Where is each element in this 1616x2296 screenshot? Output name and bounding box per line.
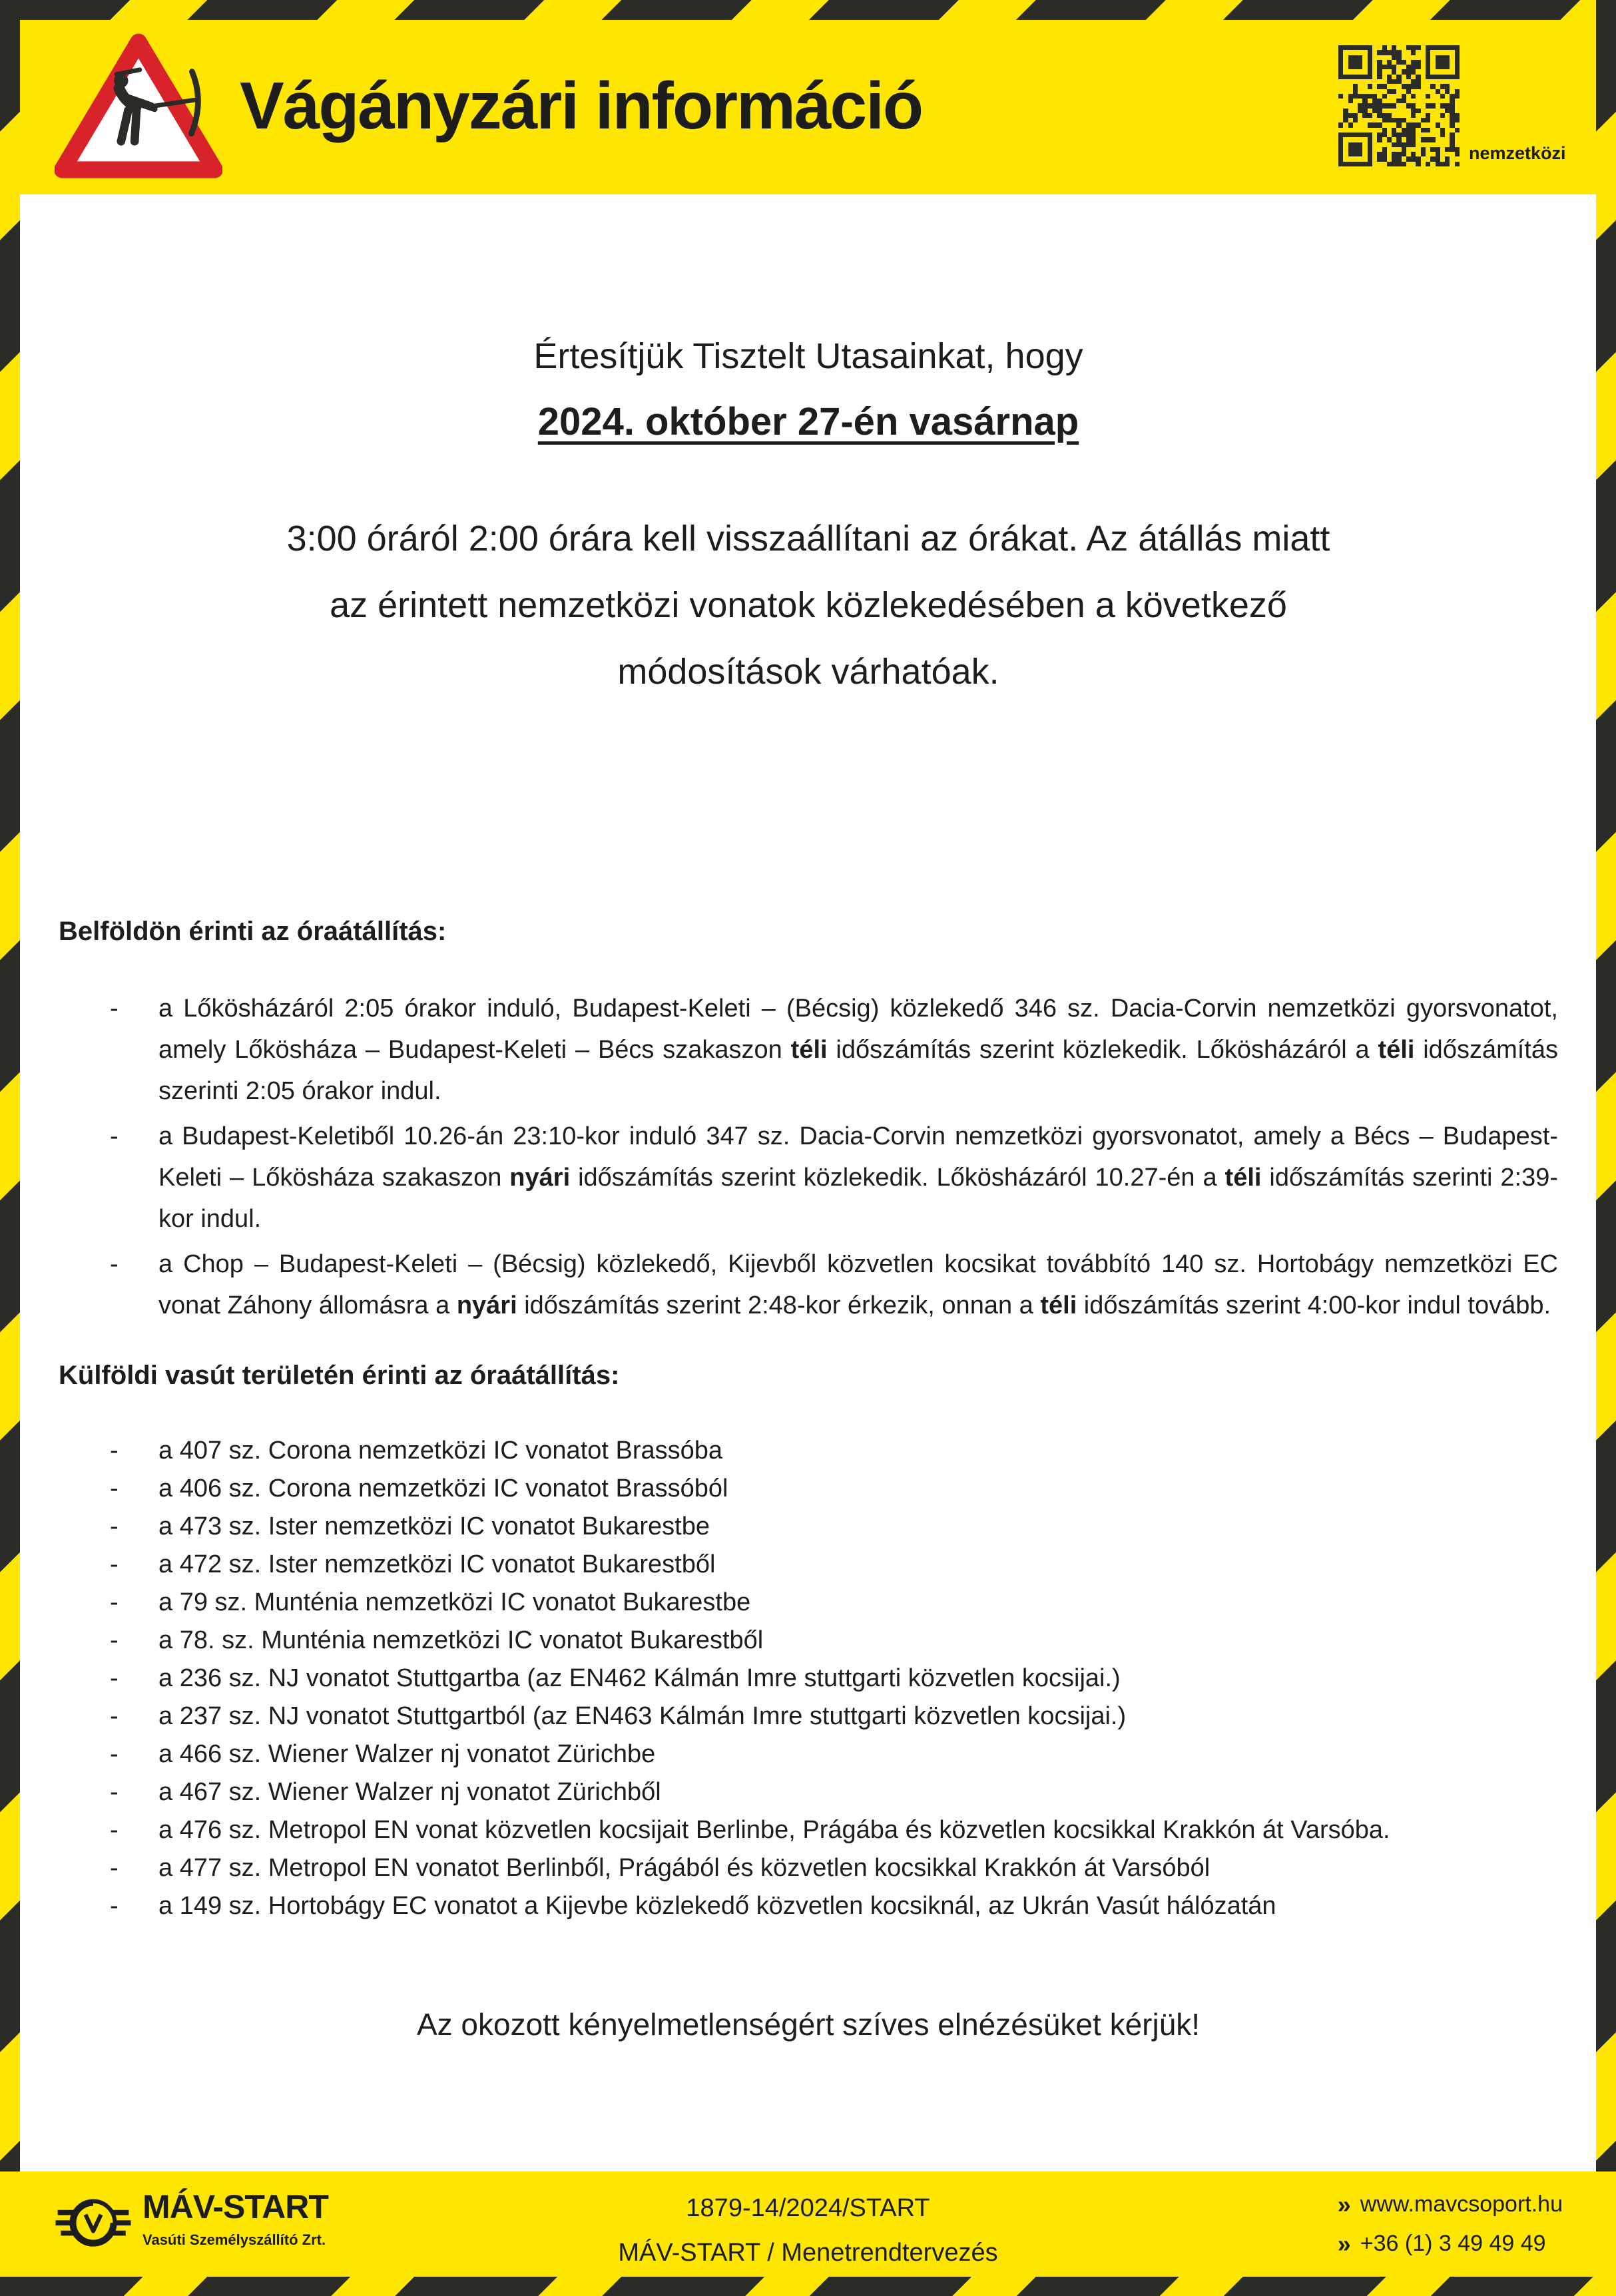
- intro-paragraph: 3:00 óráról 2:00 órára kell visszaállítani az órákat. Az átállás miatt az érintett nemzetközi vonatok közlekedésében a következő módosítások várhatóak.: [286, 519, 1330, 692]
- hazard-stripe-right: [1596, 0, 1616, 2296]
- hazard-stripe-left: [0, 0, 20, 2296]
- track-work-warning-icon: [55, 31, 222, 182]
- foreign-train-list: [59, 1432, 1558, 1925]
- logo-tagline: Vasúti Személyszállító Zrt.: [142, 2231, 326, 2248]
- department-name: MÁV-START / Menetrendtervezés: [618, 2239, 998, 2267]
- train-list-item: - a 406 sz. Corona nemzetközi IC vonatot Brassóból: [59, 1470, 1558, 1508]
- train-list-item: - a 476 sz. Metropol EN vonat közvetlen kocsijait Berlinbe, Prágába és közvetlen kocsikkal Krakkón át Varsóba.: [59, 1811, 1558, 1849]
- website-row: [1338, 2191, 1563, 2217]
- phone-text: +36 (1) 3 49 49 49: [1360, 2231, 1546, 2256]
- mav-emblem-icon: [55, 2190, 132, 2251]
- train-list-item: - a 236 sz. NJ vonatot Stuttgartba (az EN462 Kálmán Imre stuttgarti közvetlen kocsijai.): [59, 1660, 1558, 1698]
- train-list-item: - a 79 sz. Munténia nemzetközi IC vonatot Bukarestbe: [59, 1584, 1558, 1622]
- website-text: www.mavcsoport.hu: [1360, 2191, 1563, 2217]
- train-list-item: - a 477 sz. Metropol EN vonatot Berlinből, Prágából és közvetlen kocsikkal Krakkón át Varsóból: [59, 1849, 1558, 1887]
- date-line: 2024. október 27-én vasárnap: [537, 400, 1079, 443]
- logo-wordmark: MÁV-START: [142, 2188, 328, 2225]
- section-heading-foreign: Külföldi vasút területén érinti az óraátállítás:: [59, 1361, 620, 1390]
- train-list-item: - a 467 sz. Wiener Walzer nj vonatot Zürichből: [59, 1773, 1558, 1811]
- document-number: 1879-14/2024/START: [686, 2194, 930, 2222]
- footer-contacts: [1338, 2191, 1563, 2257]
- header-banner: [20, 20, 1596, 194]
- hazard-stripe-top: [0, 0, 1616, 20]
- train-list-item: - a Lőkösházáról 2:05 órakor induló, Budapest-Keleti – (Bécsig) közlekedő 346 sz. Dacia-Corvin nemzetközi gyorsvonatot, amely Lőkösháza – Budapest-Keleti – Bécs szakaszon téli időszámítás szerint közlekedik. Lőkösházáról a téli időszámítás szerinti 2:05 órakor indul.: [59, 988, 1558, 1112]
- notice-body: [20, 194, 1596, 2172]
- train-list-item: - a 472 sz. Ister nemzetközi IC vonatot Bukarestből: [59, 1546, 1558, 1584]
- train-list-item: - a 237 sz. NJ vonatot Stuttgartból (az EN463 Kálmán Imre stuttgarti közvetlen kocsijai.): [59, 1698, 1558, 1735]
- train-list-item: - a Budapest-Keletiből 10.26-án 23:10-kor induló 347 sz. Dacia-Corvin nemzetközi gyorsvonatot, amely a Bécs – Budapest-Keleti – Lőkösháza szakaszon nyári időszámítás szerint közlekedik. Lőkösházáról 10.27-én a téli időszámítás szerinti 2:39-kor indul.: [59, 1116, 1558, 1240]
- train-list-item: - a 78. sz. Munténia nemzetközi IC vonatot Bukarestből: [59, 1622, 1558, 1660]
- train-list-item: - a Chop – Budapest-Keleti – (Bécsig) közlekedő, Kijevből közvetlen kocsikat továbbító 140 sz. Hortobágy nemzetközi EC vonat Záhony állomásra a nyári időszámítás szerint 2:48-kor érkezik, onnan a téli időszámítás szerint 4:00-kor indul tovább.: [59, 1244, 1558, 1326]
- qr-code: [1338, 45, 1460, 166]
- phone-row: [1338, 2231, 1563, 2257]
- chevron-right-icon: »: [1337, 2190, 1351, 2218]
- train-list-item: - a 407 sz. Corona nemzetközi IC vonatot Brassóba: [59, 1432, 1558, 1470]
- footer-banner: [0, 2172, 1616, 2277]
- domestic-train-list: [59, 988, 1558, 1326]
- chevron-right-icon: »: [1337, 2229, 1351, 2257]
- closing-line: Az okozott kényelmetlenségért szíves elnézésüket kérjük!: [416, 2007, 1201, 2042]
- qr-label: nemzetközi: [1469, 143, 1566, 163]
- train-list-item: - a 466 sz. Wiener Walzer nj vonatot Zürichbe: [59, 1735, 1558, 1773]
- qr-code-block: [1338, 45, 1566, 166]
- section-heading-domestic: Belföldön érinti az óraátállítás:: [59, 917, 447, 946]
- page-title: Vágányzári információ: [240, 69, 922, 143]
- mav-start-logo: [55, 2190, 328, 2251]
- intro-line: Értesítjük Tisztelt Utasainkat, hogy: [533, 336, 1083, 376]
- footer-document-info: [618, 2194, 997, 2267]
- hazard-stripe-bottom: [0, 2277, 1616, 2296]
- train-list-item: - a 473 sz. Ister nemzetközi IC vonatot Bukarestbe: [59, 1508, 1558, 1546]
- train-list-item: - a 149 sz. Hortobágy EC vonatot a Kijevbe közlekedő közvetlen kocsiknál, az Ukrán Vasút hálózatán: [59, 1887, 1558, 1925]
